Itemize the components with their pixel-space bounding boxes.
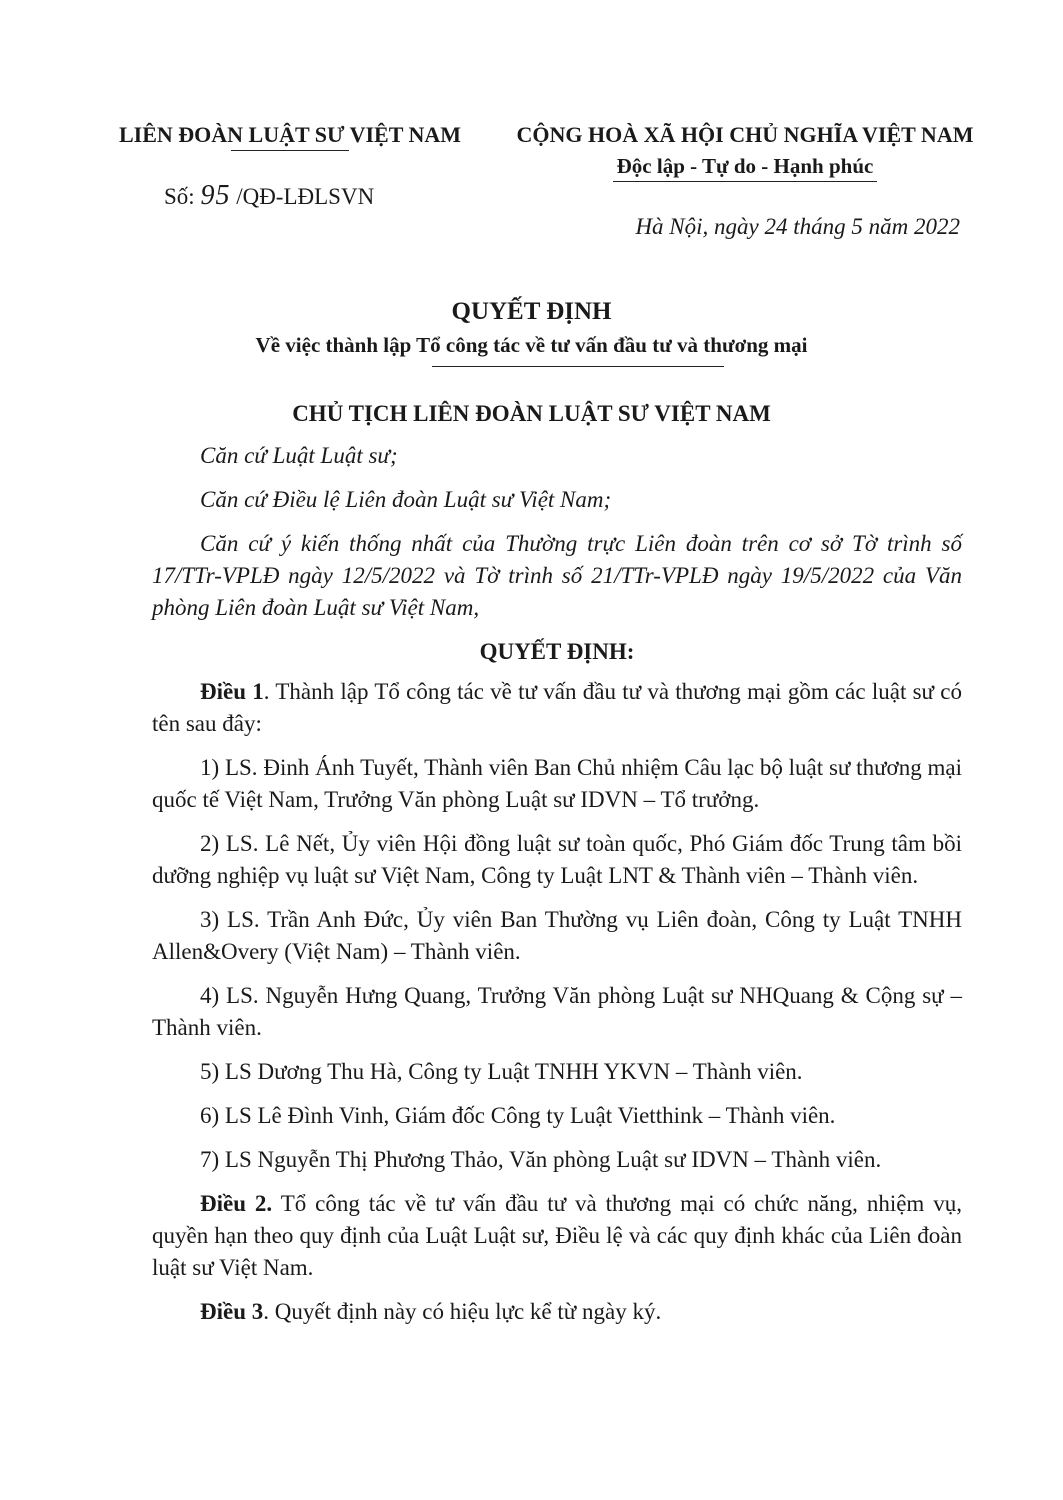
motto-underline <box>613 181 877 182</box>
issuing-authority: CHỦ TỊCH LIÊN ĐOÀN LUẬT SƯ VIỆT NAM <box>292 401 771 426</box>
subtitle-underline <box>432 366 724 367</box>
legal-basis-3: Căn cứ ý kiến thống nhất của Thường trực Liên đoàn trên cơ sở Tờ trình số 17/TTr-VPLĐ ngày 12/5/2022 và Tờ trình số 21/TTr-VPLĐ ngày 19/5/2022 của Văn phòng Liên đoàn Luật sư Việt Nam, <box>152 531 962 620</box>
member-item: 4) LS. Nguyễn Hưng Quang, Trưởng Văn phòng Luật sư NHQuang & Cộng sự – Thành viên. <box>152 983 962 1040</box>
document-subtitle: Về việc thành lập Tổ công tác về tư vấn đầu tư và thương mại <box>255 333 808 357</box>
national-header <box>490 122 1000 182</box>
article-3-text: . Quyết định này có hiệu lực kể từ ngày ký. <box>263 1299 662 1324</box>
document-title: QUYẾT ĐỊNH <box>451 298 612 325</box>
national-motto: Độc lập - Tự do - Hạnh phúc <box>616 154 874 178</box>
member-item: 5) LS Dương Thu Hà, Công ty Luật TNHH YKVN – Thành viên. <box>200 1059 803 1084</box>
article-2-label: Điều 2. <box>200 1191 273 1216</box>
doc-number-prefix: Số: <box>164 184 195 209</box>
article-3-label: Điều 3 <box>200 1299 264 1324</box>
document-body <box>152 440 962 1340</box>
article-1-text: . Thành lập Tổ công tác về tư vấn đầu tư và thương mại gồm các luật sư có tên sau đây: <box>152 679 962 736</box>
member-item: 2) LS. Lê Nết, Ủy viên Hội đồng luật sư toàn quốc, Phó Giám đốc Trung tâm bồi dưỡng nghiệp vụ luật sư Việt Nam, Công ty Luật LNT & Thành viên – Thành viên. <box>152 831 962 888</box>
member-item: 1) LS. Đinh Ánh Tuyết, Thành viên Ban Chủ nhiệm Câu lạc bộ luật sư thương mại quốc tế Việt Nam, Trưởng Văn phòng Luật sư IDVN – Tổ trưởng. <box>152 755 962 812</box>
article-1 <box>152 676 962 740</box>
member-item: 3) LS. Trần Anh Đức, Ủy viên Ban Thường vụ Liên đoàn, Công ty Luật TNHH Allen&Overy (Việt Nam) – Thành viên. <box>152 907 962 964</box>
issuing-organization <box>100 122 480 151</box>
article-2-text: Tổ công tác về tư vấn đầu tư và thương mại có chức năng, nhiệm vụ, quyền hạn theo quy định của Luật Luật sư, Điều lệ và các quy định khác của Liên đoàn luật sư Việt Nam. <box>152 1191 963 1280</box>
place-and-date: Hà Nội, ngày 24 tháng 5 năm 2022 <box>635 214 960 239</box>
org-name-underline <box>231 150 349 151</box>
article-3 <box>152 1296 962 1328</box>
article-1-label: Điều 1 <box>200 679 264 704</box>
doc-number-suffix: /QĐ-LĐLSVN <box>236 184 375 209</box>
member-item: 7) LS Nguyễn Thị Phương Thảo, Văn phòng Luật sư IDVN – Thành viên. <box>200 1147 882 1172</box>
legal-basis-2: Căn cứ Điều lệ Liên đoàn Luật sư Việt Nam; <box>200 487 612 512</box>
document-number <box>164 180 374 212</box>
legal-basis-1: Căn cứ Luật Luật sư; <box>200 443 398 468</box>
member-item: 6) LS Lê Đình Vinh, Giám đốc Công ty Luật Vietthink – Thành viên. <box>200 1103 836 1128</box>
country-name: CỘNG HOÀ XÃ HỘI CHỦ NGHĨA VIỆT NAM <box>516 122 974 147</box>
org-name: LIÊN ĐOÀN LUẬT SƯ VIỆT NAM <box>118 122 462 147</box>
doc-number-handwritten: 95 <box>200 180 231 211</box>
article-2 <box>152 1188 962 1284</box>
decision-heading: QUYẾT ĐỊNH: <box>479 639 635 664</box>
